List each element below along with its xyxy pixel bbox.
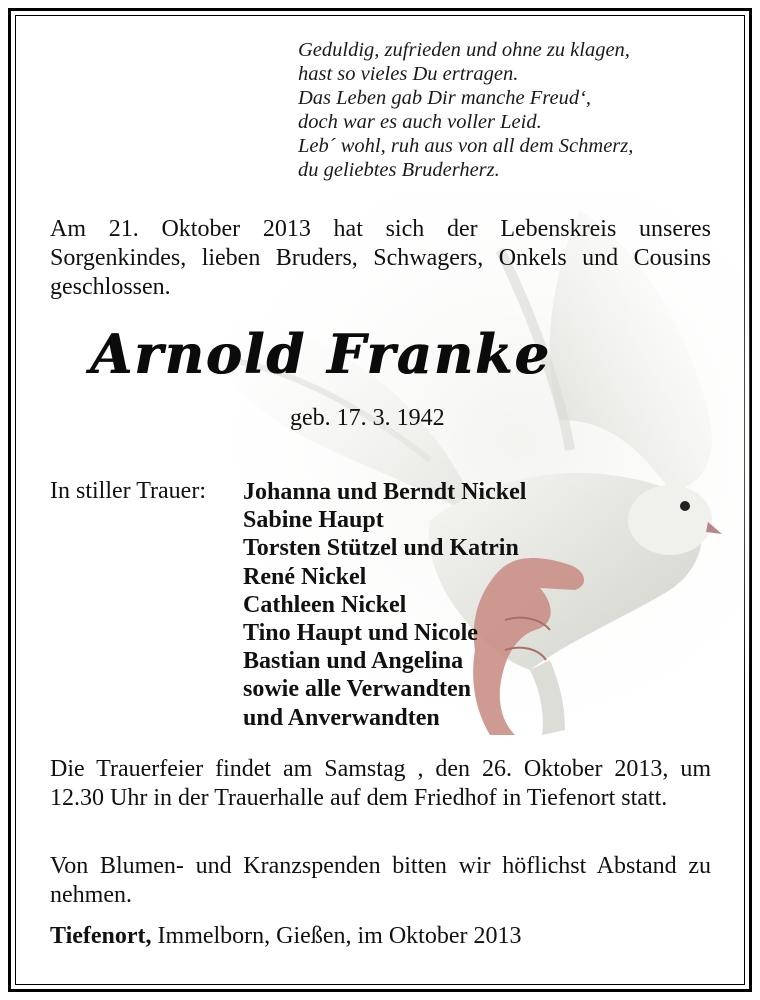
poem-line: du geliebtes Bruderherz. bbox=[298, 159, 500, 181]
poem-line: hast so vieles Du ertragen. bbox=[298, 63, 519, 85]
poem-line: Geduldig, zufrieden und ohne zu klagen, bbox=[298, 39, 630, 61]
mourner-name: Tino Haupt und Nicole bbox=[243, 620, 478, 647]
mourner-name: sowie alle Verwandten bbox=[243, 676, 471, 703]
poem-line: Leb´ wohl, ruh aus von all dem Schmerz, bbox=[298, 135, 634, 157]
flowers-paragraph: Von Blumen- und Kranzspenden bitten wir höflichst Abstand zu nehmen. bbox=[50, 853, 711, 908]
intro-paragraph: Am 21. Oktober 2013 hat sich der Lebenskreis unseres Sorgenkindes, lieben Bruders, Schwagers, Onkels und Cousins geschlossen. bbox=[50, 216, 711, 300]
mourner-name: Torsten Stützel und Katrin bbox=[243, 535, 519, 562]
mourner-name: Cathleen Nickel bbox=[243, 591, 407, 618]
mourner-name: Sabine Haupt bbox=[243, 507, 384, 534]
mourners-list bbox=[243, 478, 526, 732]
mourner-name: Johanna und Berndt Nickel bbox=[243, 479, 527, 505]
closing-line bbox=[50, 923, 521, 950]
poem-line: Das Leben gab Dir manche Freud‘, bbox=[298, 87, 592, 109]
closing-rest: Immelborn, Gießen, im Oktober 2013 bbox=[151, 923, 522, 949]
mourners-label: In stiller Trauer: bbox=[50, 478, 206, 504]
closing-place: Tiefenort, bbox=[50, 923, 152, 949]
ceremony-paragraph: Die Trauerfeier findet am Samstag , den 26. Oktober 2013, um 12.30 Uhr in der Trauerhalle auf dem Friedhof in Tiefenort statt. bbox=[50, 756, 711, 811]
mourner-name: und Anverwandten bbox=[243, 704, 440, 731]
deceased-name: Arnold Franke bbox=[90, 322, 551, 386]
poem-line: doch war es auch voller Leid. bbox=[298, 111, 542, 133]
poem bbox=[298, 38, 728, 182]
birth-date: geb. 17. 3. 1942 bbox=[290, 405, 445, 431]
mourner-name: Bastian und Angelina bbox=[243, 648, 464, 675]
mourner-name: René Nickel bbox=[243, 563, 367, 590]
